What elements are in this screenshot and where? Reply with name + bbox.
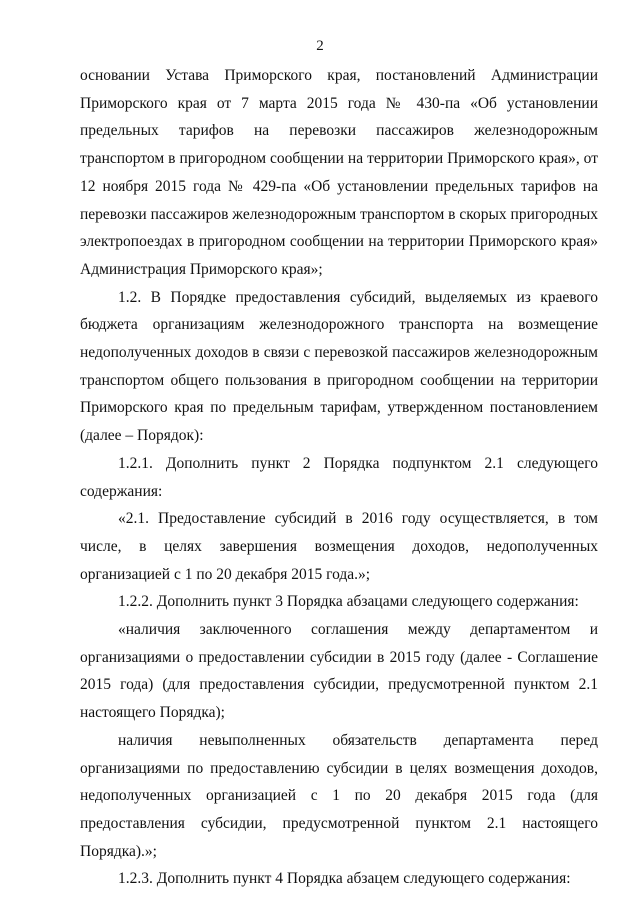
paragraph-1-2-3: 1.2.3. Дополнить пункт 4 Порядка абзацем следующего содержания: [118,870,571,888]
page-number: 2 [316,38,324,54]
paragraph-continuation: основании Устава Приморского края, постановлений Администрации Приморского края от 7 марта 2015 года № 430-па «Об установлении предельных тарифов на перевозки пассажиров железнодорожным транспортом в пригородном сообщении на территории Приморского края», от 12 ноября 2015 года № 429-па «Об установлении предельных тарифов на перевозки пассажиров железнодорожным транспортом в скорых пригородных электропоездах в пригородном сообщении на территории Приморского края» Администрация Приморского края»; [80,67,598,278]
paragraph-2-1-quote: «2.1. Предоставление субсидий в 2016 году осуществляется, в том числе, в целях завершения возмещения доходов, недополученных организацией с 1 по 20 декабря 2015 года.»; [80,510,598,583]
paragraph-obligations-condition: наличия невыполненных обязательств департамента перед организациями по предоставлению субсидии в целях возмещения доходов, недополученных организацией с 1 по 20 декабря 2015 года (для предоставления субсидии, предусмотренной пунктом 2.1 настоящего Порядка).»; [80,731,598,860]
paragraph-1-2-1: 1.2.1. Дополнить пункт 2 Порядка подпунктом 2.1 следующего содержания: [80,454,598,500]
paragraph-1-2: 1.2. В Порядке предоставления субсидий, выделяемых из краевого бюджета организациям железнодорожного транспорта на возмещение недополученных доходов в связи с перевозкой пассажиров железнодорожным транспортом общего пользования в пригородном сообщении на территории Приморского края по предельным тарифам, утвержденном постановлением (далее – Порядок): [80,288,598,445]
paragraph-1-2-2: 1.2.2. Дополнить пункт 3 Порядка абзацами следующего содержания: [118,593,579,611]
paragraph-agreement-condition: «наличия заключенного соглашения между департаментом и организациями о предоставлении субсидии в 2015 году (далее - Соглашение 2015 года) (для предоставления субсидии, предусмотренной пунктом 2.1 настоящего Порядка); [80,621,598,722]
document-body [80,62,598,893]
